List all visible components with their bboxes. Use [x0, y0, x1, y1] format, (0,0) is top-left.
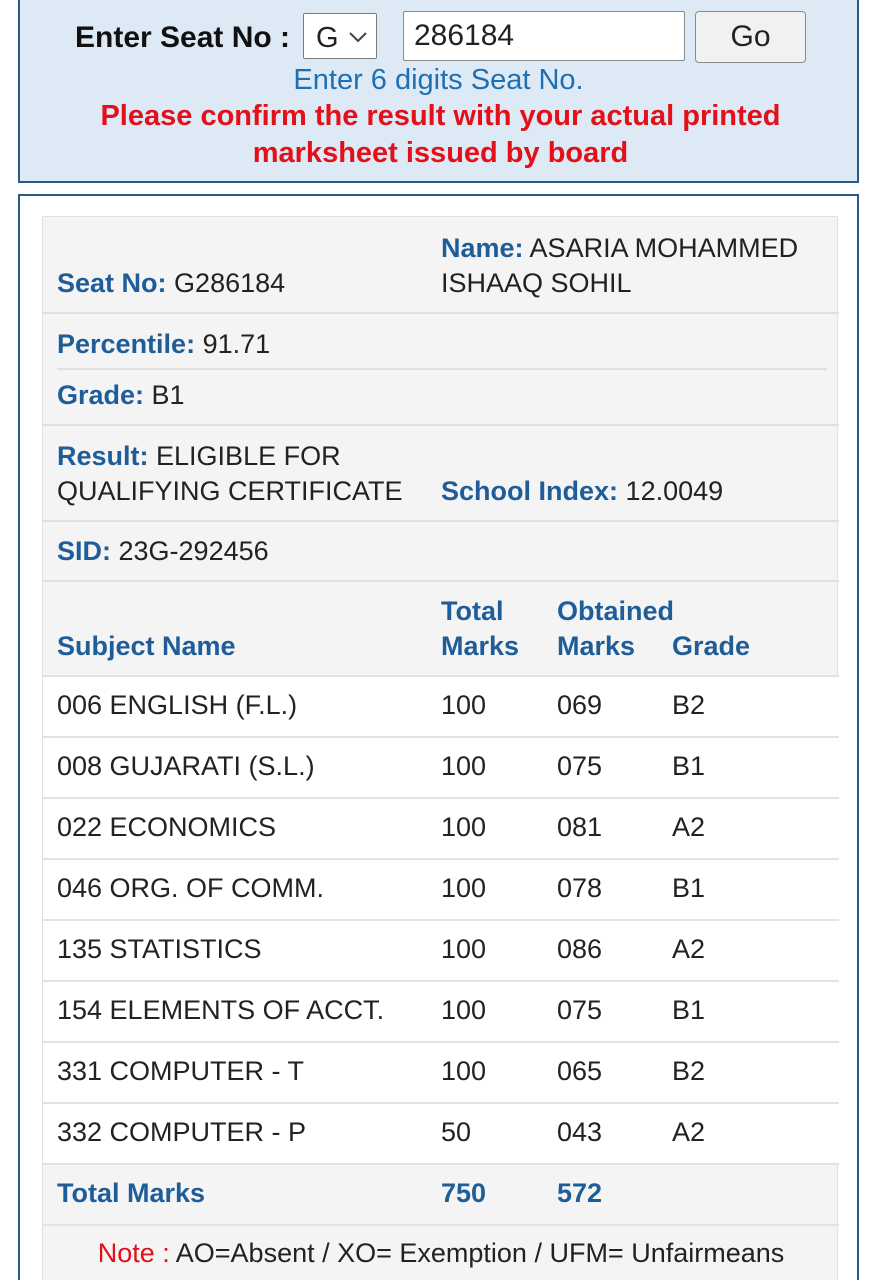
total-marks: 100 [441, 751, 487, 781]
legend-note-row [43, 1224, 839, 1280]
school-index-value: 12.0049 [625, 476, 724, 506]
seat-info-label: Seat No: [57, 268, 167, 298]
result-info [57, 439, 427, 509]
header-subject-name: Subject Name [57, 631, 236, 661]
header-total-line1: Total [441, 596, 504, 626]
result-panel [18, 194, 859, 1280]
subject-name: 008 GUJARATI (S.L.) [57, 751, 315, 781]
table-row [43, 919, 839, 980]
grade-value: B1 [151, 380, 185, 410]
obtained-marks: 075 [557, 751, 603, 781]
obtained-marks-sum: 572 [557, 1178, 603, 1208]
seat-number-input[interactable] [403, 11, 685, 61]
subject-grade: B2 [672, 690, 706, 720]
table-row [43, 675, 839, 736]
header-total-marks [441, 594, 519, 664]
seat-series-select[interactable] [303, 13, 377, 59]
total-marks: 100 [441, 934, 487, 964]
table-row [43, 858, 839, 919]
name-value: ASARIA MOHAMMED ISHAAQ SOHIL [441, 233, 799, 298]
obtained-marks: 078 [557, 873, 603, 903]
divider [43, 424, 839, 426]
subject-name: 046 ORG. OF COMM. [57, 873, 325, 903]
header-obtained-marks [557, 594, 674, 664]
name-label: Name: [441, 233, 524, 263]
table-row [43, 1102, 839, 1163]
go-button[interactable]: Go [695, 11, 806, 63]
sid-value: 23G-292456 [118, 536, 269, 566]
header-grade: Grade [672, 631, 751, 661]
percentile-value: 91.71 [202, 329, 271, 359]
seat-info [57, 266, 285, 301]
school-index-label: School Index: [441, 476, 619, 506]
total-marks: 100 [441, 873, 487, 903]
table-row [43, 736, 839, 797]
total-marks-row [43, 1163, 839, 1224]
divider [43, 580, 839, 582]
result-card [42, 216, 838, 1280]
obtained-marks: 081 [557, 812, 603, 842]
divider [43, 520, 839, 522]
seat-search-row [20, 11, 857, 63]
subject-grade: B1 [672, 751, 706, 781]
subject-name: 332 COMPUTER - P [57, 1117, 307, 1147]
sid-info [57, 534, 269, 569]
header-obtained-line2: Marks [557, 631, 636, 661]
percentile-info [57, 327, 270, 362]
subject-name: 154 ELEMENTS OF ACCT. [57, 995, 385, 1025]
table-row [43, 980, 839, 1041]
chevron-down-icon [348, 31, 368, 43]
subject-grade: A2 [672, 1117, 706, 1147]
header-total-line2: Marks [441, 631, 520, 661]
legend-note [98, 1238, 785, 1268]
subject-name: 022 ECONOMICS [57, 812, 277, 842]
table-row [43, 797, 839, 858]
result-value: ELIGIBLE FOR QUALIFYING CERTIFICATE [57, 441, 403, 506]
result-label: Result: [57, 441, 149, 471]
total-marks-label: Total Marks [57, 1178, 206, 1208]
total-marks: 100 [441, 690, 487, 720]
divider [43, 312, 839, 314]
grade-label: Grade: [57, 380, 145, 410]
total-marks: 100 [441, 1056, 487, 1086]
name-info [441, 231, 831, 301]
total-marks-sum: 750 [441, 1178, 487, 1208]
note-text: AO=Absent / XO= Exemption / UFM= Unfairmeans [175, 1238, 785, 1268]
obtained-marks: 065 [557, 1056, 603, 1086]
obtained-marks: 043 [557, 1117, 603, 1147]
subject-grade: A2 [672, 934, 706, 964]
school-index-info [441, 474, 723, 509]
table-row [43, 1041, 839, 1102]
obtained-marks: 075 [557, 995, 603, 1025]
grade-info [57, 378, 185, 413]
sid-label: SID: [57, 536, 111, 566]
seat-number-label: Enter Seat No : [75, 21, 291, 54]
seat-series-value: G [316, 22, 339, 54]
seat-search-panel [18, 0, 859, 183]
seat-info-value: G286184 [174, 268, 286, 298]
divider [57, 368, 827, 370]
header-obtained-line1: Obtained [557, 596, 675, 626]
total-marks: 100 [441, 812, 487, 842]
percentile-label: Percentile: [57, 329, 196, 359]
subject-grade: B1 [672, 873, 706, 903]
obtained-marks: 069 [557, 690, 603, 720]
confirm-warning: Please confirm the result with your actual printed marksheet issued by board [100, 100, 781, 169]
seat-hint: Enter 6 digits Seat No. [293, 64, 584, 96]
note-label: Note : [97, 1238, 170, 1268]
subject-name: 135 STATISTICS [57, 934, 262, 964]
subject-grade: B1 [672, 995, 706, 1025]
subject-grade: B2 [672, 1056, 706, 1086]
total-marks: 100 [441, 995, 487, 1025]
subject-grade: A2 [672, 812, 706, 842]
subject-name: 331 COMPUTER - T [57, 1056, 305, 1086]
subject-name: 006 ENGLISH (F.L.) [57, 690, 298, 720]
obtained-marks: 086 [557, 934, 603, 964]
total-marks: 50 [441, 1117, 472, 1147]
